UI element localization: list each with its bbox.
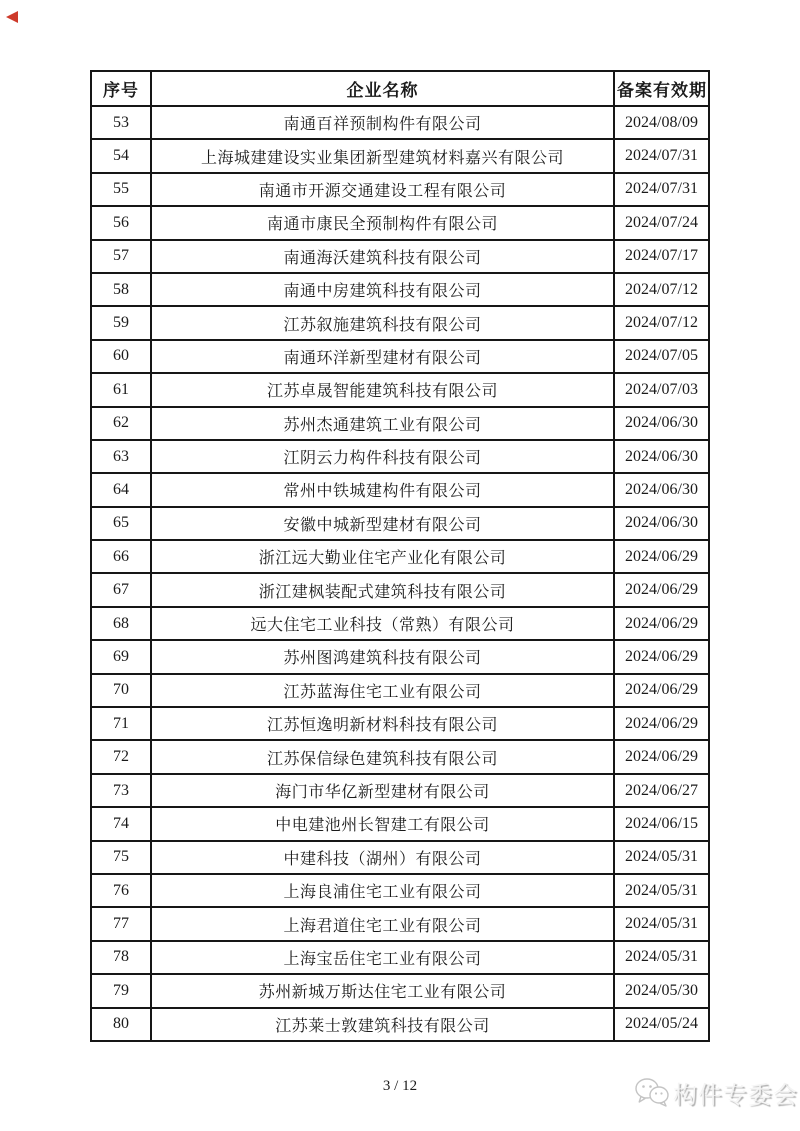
company-name-cell: 江苏叙施建筑科技有限公司 (151, 306, 614, 339)
table-row (91, 774, 709, 807)
table-row (91, 974, 709, 1007)
company-name-cell: 江阴云力构件科技有限公司 (151, 440, 614, 473)
row-number-cell: 61 (91, 373, 151, 406)
table-row (91, 941, 709, 974)
company-name-cell: 江苏莱士敦建筑科技有限公司 (151, 1008, 614, 1041)
company-name-cell: 南通市康民全预制构件有限公司 (151, 206, 614, 239)
company-name-cell: 安徽中城新型建材有限公司 (151, 507, 614, 540)
company-name-cell: 苏州新城万斯达住宅工业有限公司 (151, 974, 614, 1007)
row-number-cell: 53 (91, 106, 151, 139)
record-date-cell: 2024/06/30 (614, 507, 709, 540)
company-name-cell: 南通市开源交通建设工程有限公司 (151, 173, 614, 206)
company-name-cell: 南通环洋新型建材有限公司 (151, 340, 614, 373)
table-row (91, 874, 709, 907)
red-corner-mark (6, 11, 18, 23)
record-date-cell: 2024/07/05 (614, 340, 709, 373)
table-row (91, 240, 709, 273)
company-name-cell: 上海宝岳住宅工业有限公司 (151, 941, 614, 974)
table-header-row (91, 71, 709, 106)
page-number: 3 / 12 (382, 1078, 418, 1094)
row-number-cell: 58 (91, 273, 151, 306)
table-row (91, 273, 709, 306)
table-row (91, 807, 709, 840)
table-row (91, 139, 709, 172)
company-name-cell: 南通海沃建筑科技有限公司 (151, 240, 614, 273)
row-number-cell: 60 (91, 340, 151, 373)
table-body (91, 106, 709, 1041)
record-date-cell: 2024/05/30 (614, 974, 709, 1007)
table-row (91, 407, 709, 440)
record-date-cell: 2024/07/31 (614, 139, 709, 172)
column-header-record-validity: 备案有效期 (614, 71, 709, 106)
record-date-cell: 2024/07/12 (614, 273, 709, 306)
row-number-cell: 76 (91, 874, 151, 907)
company-name-cell: 苏州图鸿建筑科技有限公司 (151, 640, 614, 673)
watermark (634, 1072, 800, 1112)
table-row (91, 907, 709, 940)
column-header-serial-number: 序号 (91, 71, 151, 106)
table-row (91, 707, 709, 740)
table-row (91, 540, 709, 573)
record-date-cell: 2024/08/09 (614, 106, 709, 139)
row-number-cell: 77 (91, 907, 151, 940)
watermark-text: 构件专委会 (673, 1081, 798, 1109)
record-date-cell: 2024/06/29 (614, 740, 709, 773)
company-name-cell: 浙江远大勤业住宅产业化有限公司 (151, 540, 614, 573)
table-row (91, 306, 709, 339)
row-number-cell: 55 (91, 173, 151, 206)
row-number-cell: 59 (91, 306, 151, 339)
company-record-table (90, 70, 710, 1042)
row-number-cell: 69 (91, 640, 151, 673)
company-name-cell: 常州中铁城建构件有限公司 (151, 473, 614, 506)
row-number-cell: 66 (91, 540, 151, 573)
company-name-cell: 苏州杰通建筑工业有限公司 (151, 407, 614, 440)
row-number-cell: 62 (91, 407, 151, 440)
table-row (91, 607, 709, 640)
table-row (91, 674, 709, 707)
record-date-cell: 2024/06/30 (614, 473, 709, 506)
record-date-cell: 2024/06/29 (614, 540, 709, 573)
company-name-cell: 上海君道住宅工业有限公司 (151, 907, 614, 940)
row-number-cell: 72 (91, 740, 151, 773)
row-number-cell: 71 (91, 707, 151, 740)
record-date-cell: 2024/06/29 (614, 707, 709, 740)
table-row (91, 740, 709, 773)
row-number-cell: 54 (91, 139, 151, 172)
row-number-cell: 57 (91, 240, 151, 273)
company-name-cell: 远大住宅工业科技（常熟）有限公司 (151, 607, 614, 640)
row-number-cell: 80 (91, 1008, 151, 1041)
company-name-cell: 中电建池州长智建工有限公司 (151, 807, 614, 840)
record-date-cell: 2024/05/31 (614, 841, 709, 874)
company-name-cell: 江苏卓晟智能建筑科技有限公司 (151, 373, 614, 406)
record-date-cell: 2024/05/31 (614, 907, 709, 940)
company-name-cell: 江苏保信绿色建筑科技有限公司 (151, 740, 614, 773)
table-row (91, 640, 709, 673)
company-name-cell: 江苏恒逸明新材料科技有限公司 (151, 707, 614, 740)
row-number-cell: 65 (91, 507, 151, 540)
table-row (91, 173, 709, 206)
table-row (91, 841, 709, 874)
record-date-cell: 2024/07/31 (614, 173, 709, 206)
company-name-cell: 海门市华亿新型建材有限公司 (151, 774, 614, 807)
company-record-table-wrap (90, 70, 708, 1042)
row-number-cell: 56 (91, 206, 151, 239)
row-number-cell: 70 (91, 674, 151, 707)
row-number-cell: 79 (91, 974, 151, 1007)
record-date-cell: 2024/05/31 (614, 941, 709, 974)
record-date-cell: 2024/06/29 (614, 640, 709, 673)
row-number-cell: 67 (91, 573, 151, 606)
table-row (91, 106, 709, 139)
row-number-cell: 78 (91, 941, 151, 974)
record-date-cell: 2024/06/29 (614, 674, 709, 707)
record-date-cell: 2024/07/24 (614, 206, 709, 239)
record-date-cell: 2024/07/17 (614, 240, 709, 273)
table-row (91, 1008, 709, 1041)
record-date-cell: 2024/06/29 (614, 573, 709, 606)
row-number-cell: 74 (91, 807, 151, 840)
record-date-cell: 2024/06/30 (614, 440, 709, 473)
wechat-logo-icon (634, 1076, 670, 1108)
column-header-company-name: 企业名称 (151, 71, 614, 106)
company-name-cell: 浙江建枫装配式建筑科技有限公司 (151, 573, 614, 606)
record-date-cell: 2024/07/03 (614, 373, 709, 406)
record-date-cell: 2024/06/29 (614, 607, 709, 640)
record-date-cell: 2024/05/31 (614, 874, 709, 907)
record-date-cell: 2024/05/24 (614, 1008, 709, 1041)
row-number-cell: 73 (91, 774, 151, 807)
table-row (91, 206, 709, 239)
company-name-cell: 江苏蓝海住宅工业有限公司 (151, 674, 614, 707)
record-date-cell: 2024/06/27 (614, 774, 709, 807)
record-date-cell: 2024/06/15 (614, 807, 709, 840)
table-row (91, 473, 709, 506)
company-name-cell: 南通百祥预制构件有限公司 (151, 106, 614, 139)
table-row (91, 573, 709, 606)
row-number-cell: 68 (91, 607, 151, 640)
record-date-cell: 2024/07/12 (614, 306, 709, 339)
table-row (91, 340, 709, 373)
row-number-cell: 64 (91, 473, 151, 506)
table-row (91, 373, 709, 406)
company-name-cell: 上海良浦住宅工业有限公司 (151, 874, 614, 907)
company-name-cell: 中建科技（湖州）有限公司 (151, 841, 614, 874)
row-number-cell: 75 (91, 841, 151, 874)
record-date-cell: 2024/06/30 (614, 407, 709, 440)
company-name-cell: 上海城建建设实业集团新型建筑材料嘉兴有限公司 (151, 139, 614, 172)
table-row (91, 440, 709, 473)
row-number-cell: 63 (91, 440, 151, 473)
table-row (91, 507, 709, 540)
company-name-cell: 南通中房建筑科技有限公司 (151, 273, 614, 306)
